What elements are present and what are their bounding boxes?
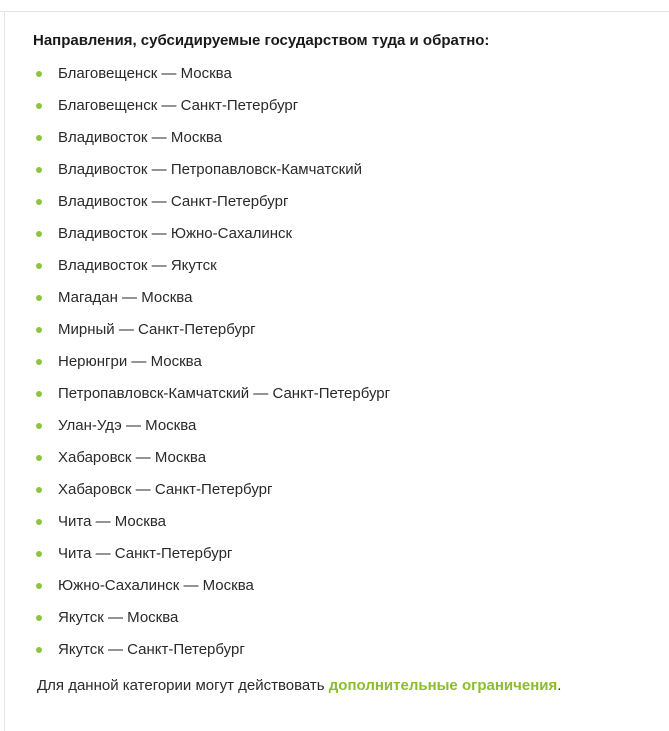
list-item [33, 479, 633, 511]
bullet-icon [36, 391, 42, 397]
bullet-icon [36, 423, 42, 429]
restrictions-note [37, 675, 561, 697]
route-label: Чита — Санкт-Петербург [58, 545, 233, 562]
note-text: Для данной категории могут действовать [37, 677, 329, 694]
route-label: Хабаровск — Москва [58, 449, 207, 466]
bullet-icon [36, 583, 42, 589]
route-label: Хабаровск — Санкт-Петербург [58, 481, 273, 498]
routes-list [33, 63, 633, 671]
section-heading: Направления, субсидируемые государством туда и обратно: [33, 32, 490, 49]
route-label: Нерюнгри — Москва [58, 353, 202, 370]
list-item [33, 639, 633, 671]
list-item [33, 351, 633, 383]
bullet-icon [36, 295, 42, 301]
bullet-icon [36, 455, 42, 461]
route-label: Петропавловск-Камчатский — Санкт-Петербург [58, 385, 391, 402]
list-item [33, 511, 633, 543]
bullet-icon [36, 167, 42, 173]
list-item [33, 543, 633, 575]
route-label: Владивосток — Южно-Сахалинск [58, 225, 293, 242]
route-label: Чита — Москва [58, 513, 166, 530]
route-label: Владивосток — Якутск [58, 257, 217, 274]
route-label: Якутск — Санкт-Петербург [58, 641, 245, 658]
bullet-icon [36, 199, 42, 205]
route-label: Благовещенск — Москва [58, 65, 232, 82]
bullet-icon [36, 551, 42, 557]
list-item [33, 319, 633, 351]
bullet-icon [36, 615, 42, 621]
bullet-icon [36, 327, 42, 333]
list-item [33, 415, 633, 447]
bullet-icon [36, 103, 42, 109]
bullet-icon [36, 71, 42, 77]
route-label: Мирный — Санкт-Петербург [58, 321, 256, 338]
list-item [33, 575, 633, 607]
route-label: Магадан — Москва [58, 289, 193, 306]
bullet-icon [36, 231, 42, 237]
list-item [33, 447, 633, 479]
bullet-icon [36, 263, 42, 269]
bullet-icon [36, 647, 42, 653]
route-label: Владивосток — Санкт-Петербург [58, 193, 289, 210]
list-item [33, 127, 633, 159]
bullet-icon [36, 487, 42, 493]
list-item [33, 191, 633, 223]
subsidized-routes-section [33, 30, 653, 694]
route-label: Владивосток — Москва [58, 129, 223, 146]
previous-section-cutoff [0, 0, 669, 12]
route-label: Якутск — Москва [58, 609, 179, 626]
list-item [33, 255, 633, 287]
bullet-icon [36, 519, 42, 525]
content-left-border [4, 11, 5, 731]
restrictions-link[interactable]: дополнительные ограничения [328, 677, 558, 694]
list-item [33, 287, 633, 319]
route-label: Владивосток — Петропавловск-Камчатский [58, 161, 362, 178]
list-item [33, 607, 633, 639]
route-label: Южно-Сахалинск — Москва [58, 577, 254, 594]
list-item [33, 95, 633, 127]
list-item [33, 63, 633, 95]
route-label: Улан-Удэ — Москва [58, 417, 197, 434]
route-label: Благовещенск — Санкт-Петербург [58, 97, 299, 114]
list-item [33, 159, 633, 191]
list-item [33, 383, 633, 415]
list-item [33, 223, 633, 255]
note-suffix: . [557, 677, 562, 694]
bullet-icon [36, 359, 42, 365]
bullet-icon [36, 135, 42, 141]
